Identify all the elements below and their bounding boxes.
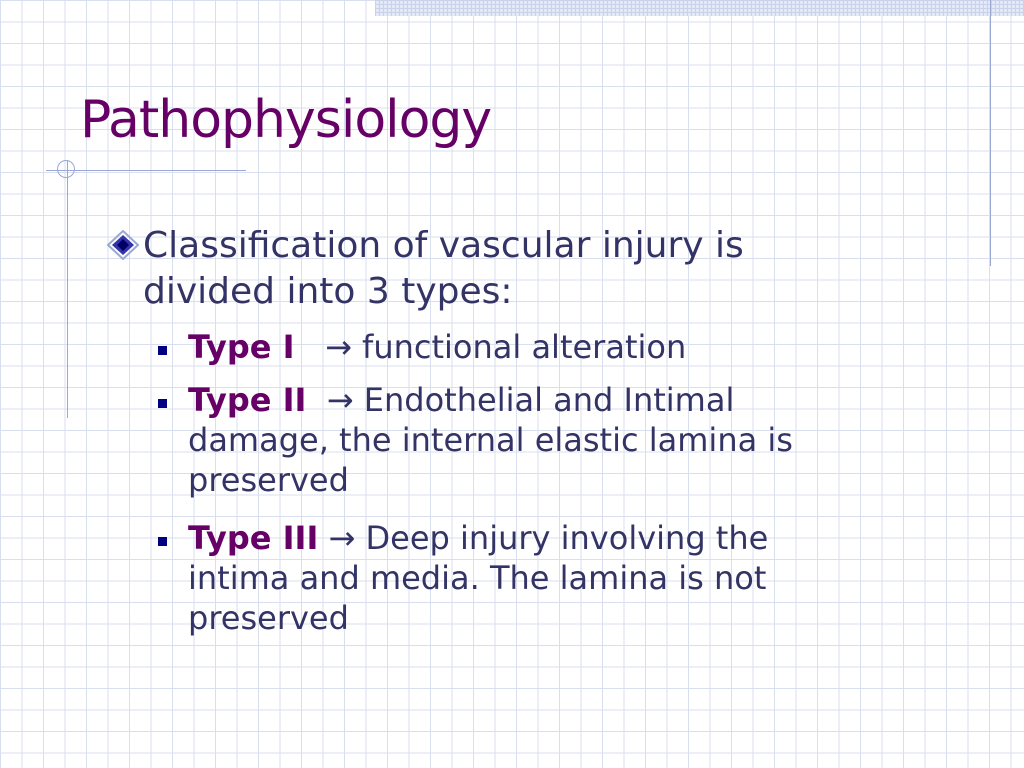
- type-description: Deep injury involving the intima and media. The lamina is not preserved: [188, 519, 769, 637]
- diamond-bullet-icon: [106, 230, 140, 260]
- square-bullet-icon: [158, 346, 167, 355]
- right-arrow-icon: →: [326, 381, 354, 419]
- main-bullet-point: [106, 223, 826, 315]
- decorative-vertical-line-right: [990, 0, 991, 266]
- sub-bullet-text: [188, 380, 878, 500]
- type-description: functional alteration: [362, 328, 687, 366]
- right-arrow-icon: →: [325, 328, 352, 366]
- square-bullet-icon: [158, 399, 167, 408]
- sub-bullet-type-1: [158, 327, 878, 367]
- type-label: Type III: [188, 519, 319, 557]
- square-bullet-icon: [158, 537, 167, 546]
- type-label: Type I: [188, 328, 295, 366]
- type-label: Type II: [188, 381, 307, 419]
- slide-title: Pathophysiology: [80, 90, 492, 150]
- type-description: Endothelial and Intimal damage, the internal elastic lamina is preserved: [188, 381, 793, 499]
- right-arrow-icon: →: [328, 519, 356, 557]
- sub-bullet-type-2: [158, 380, 878, 500]
- title-underline: [46, 170, 246, 171]
- sub-bullet-text: [188, 327, 878, 367]
- decorative-circle: [57, 160, 75, 178]
- sub-bullet-text: [188, 518, 878, 638]
- sub-bullet-type-3: [158, 518, 878, 638]
- decorative-vertical-line-left: [67, 160, 68, 418]
- main-point-text: Classification of vascular injury is divided into 3 types:: [143, 225, 744, 312]
- top-decorative-band: [375, 0, 1024, 16]
